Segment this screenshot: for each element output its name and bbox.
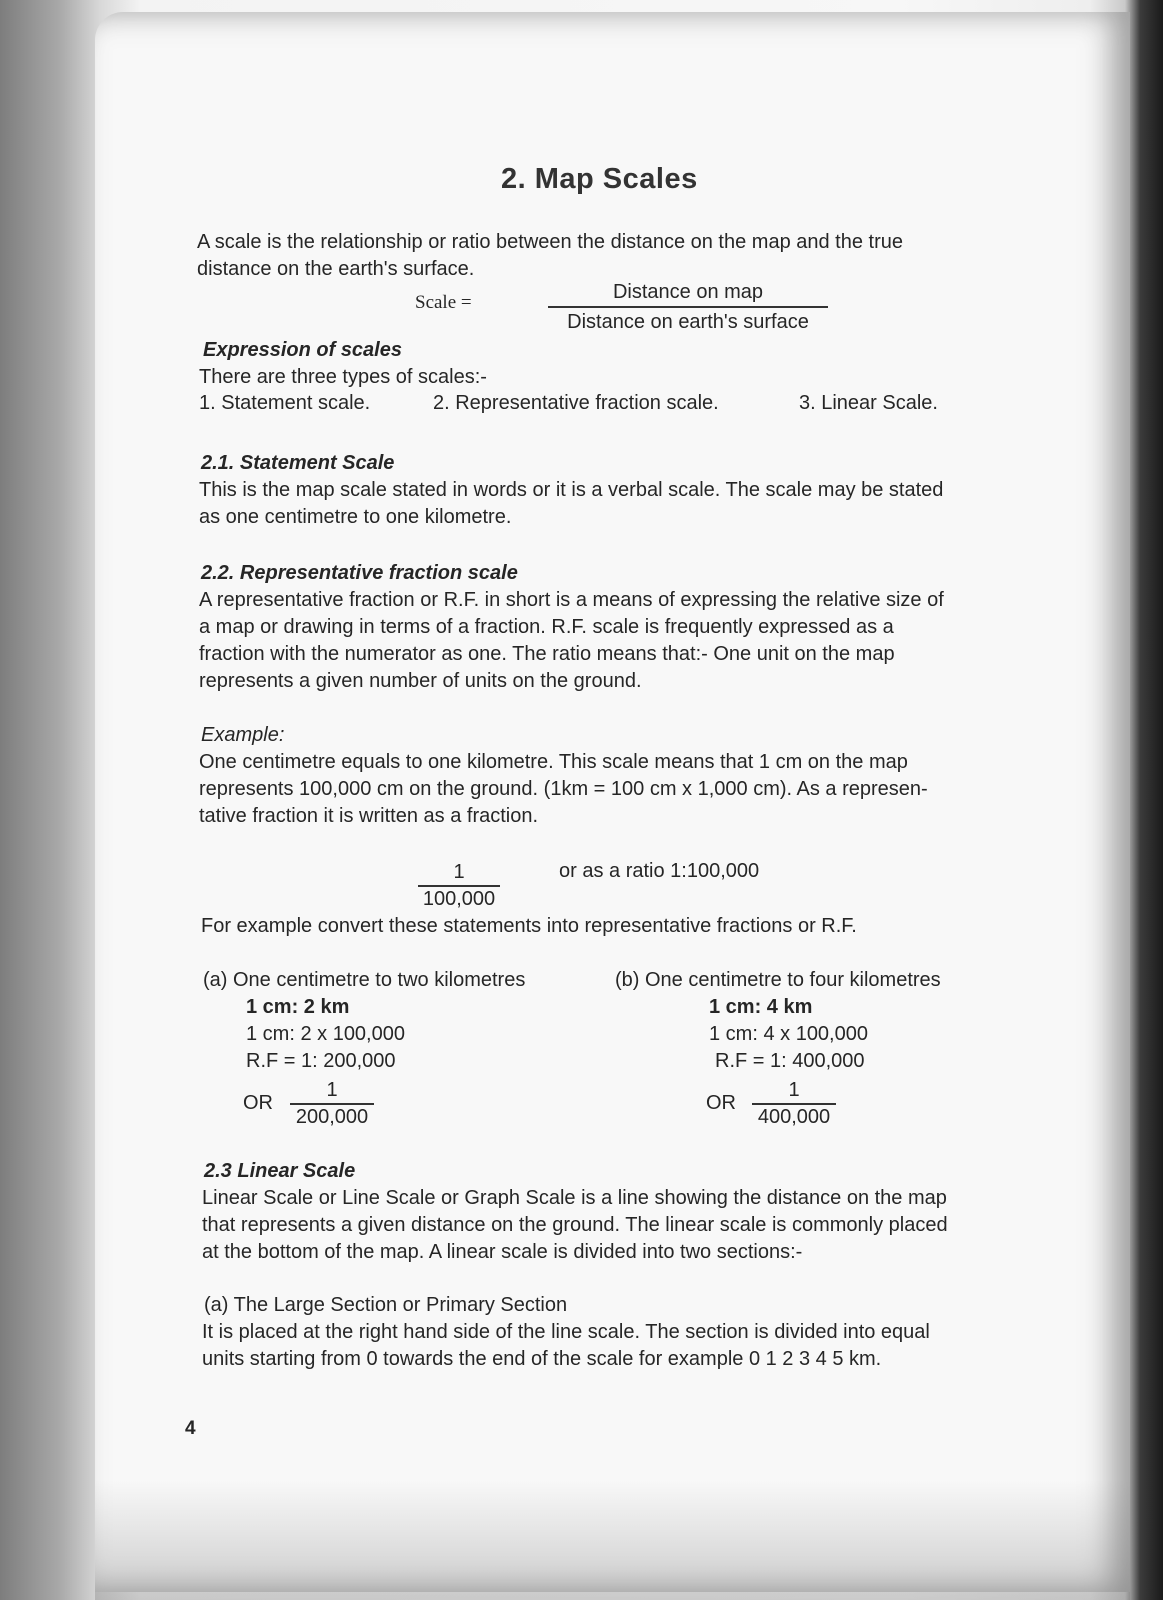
intro-line-1: A scale is the relationship or ratio between the distance on the map and the true	[197, 231, 903, 253]
rf-fraction-denominator: 100,000	[422, 888, 496, 910]
example-line-1: One centimetre equals to one kilometre. This scale means that 1 cm on the map	[199, 751, 908, 773]
rf-ratio-text: or as a ratio 1:100,000	[559, 860, 760, 882]
scale-type-2: 2. Representative fraction scale.	[433, 392, 719, 414]
example-b-line-1: 1 cm: 4 x 100,000	[709, 1023, 868, 1045]
formula-denominator: Distance on earth's surface	[567, 311, 809, 333]
expression-intro: There are three types of scales:-	[199, 366, 487, 388]
linear-heading: 2.3 Linear Scale	[204, 1160, 356, 1182]
convert-line: For example convert these statements into representative fractions or R.F.	[201, 915, 857, 937]
example-b-bold: 1 cm: 4 km	[709, 996, 813, 1018]
rf-fraction-numerator: 1	[453, 861, 465, 883]
statement-line-2: as one centimetre to one kilometre.	[199, 506, 512, 528]
formula-numerator: Distance on map	[612, 281, 764, 303]
example-a-numerator: 1	[326, 1079, 338, 1101]
example-a-denominator: 200,000	[295, 1106, 369, 1128]
example-label: Example:	[201, 724, 285, 746]
example-a-line-2: R.F = 1: 200,000	[246, 1050, 396, 1072]
formula-lhs: Scale =	[415, 292, 472, 313]
intro-line-2: distance on the earth's surface.	[197, 258, 475, 280]
example-a-bold: 1 cm: 2 km	[246, 996, 350, 1018]
example-line-2: represents 100,000 cm on the ground. (1km = 100 cm x 1,000 cm). As a represen-	[199, 778, 928, 800]
formula-fraction-bar	[548, 306, 828, 308]
rf-heading: 2.2. Representative fraction scale	[201, 562, 518, 584]
example-b-numerator: 1	[788, 1079, 800, 1101]
rf-line-3: fraction with the numerator as one. The ratio means that:- One unit on the map	[199, 643, 895, 665]
example-b-label: (b) One centimetre to four kilometres	[615, 969, 941, 991]
example-b-denominator: 400,000	[757, 1106, 831, 1128]
linear-section-a: (a) The Large Section or Primary Section	[204, 1294, 568, 1316]
linear-line-3: at the bottom of the map. A linear scale is divided into two sections:-	[202, 1241, 803, 1263]
rf-line-4: represents a given number of units on the ground.	[199, 670, 642, 692]
example-line-3: tative fraction it is written as a fraction.	[199, 805, 539, 827]
page-shadow	[95, 1480, 1130, 1600]
statement-line-1: This is the map scale stated in words or it is a verbal scale. The scale may be stated	[199, 479, 944, 501]
page-number: 4	[185, 1418, 196, 1439]
example-a-label: (a) One centimetre to two kilometres	[203, 969, 526, 991]
linear-line-1: Linear Scale or Line Scale or Graph Scale is a line showing the distance on the map	[202, 1187, 947, 1209]
rf-line-1: A representative fraction or R.F. in short is a means of expressing the relative size of	[199, 589, 944, 611]
scale-type-3: 3. Linear Scale.	[799, 392, 938, 414]
linear-section-line-1: It is placed at the right hand side of the line scale. The section is divided into equal	[202, 1321, 930, 1343]
example-b-or: OR	[706, 1092, 736, 1114]
expression-heading: Expression of scales	[203, 339, 402, 361]
statement-heading: 2.1. Statement Scale	[201, 452, 395, 474]
example-a-or: OR	[243, 1092, 273, 1114]
page-title: 2. Map Scales	[501, 163, 698, 195]
example-b-line-2: R.F = 1: 400,000	[715, 1050, 865, 1072]
linear-line-2: that represents a given distance on the ground. The linear scale is commonly placed	[202, 1214, 948, 1236]
linear-section-line-2: units starting from 0 towards the end of the scale for example 0 1 2 3 4 5 km.	[202, 1348, 882, 1370]
rf-line-2: a map or drawing in terms of a fraction. R.F. scale is frequently expressed as a	[199, 616, 894, 638]
scale-type-1: 1. Statement scale.	[199, 392, 371, 414]
example-a-line-1: 1 cm: 2 x 100,000	[246, 1023, 405, 1045]
